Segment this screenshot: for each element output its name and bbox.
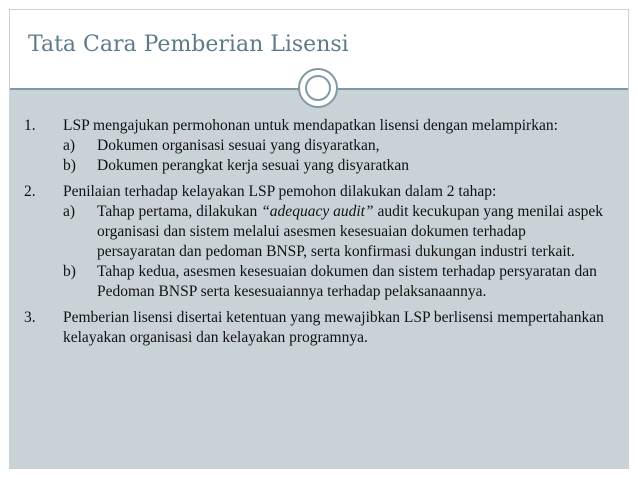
numbered-list — [24, 116, 604, 348]
sub-item-text-end: audit kecukupan yang menilai aspek organisasi dan sistem melalui asesmen kesesuaian dokumen terhadap persayaratan dan pedoman BNSP, serta konfirmasi dukungan industri terkait. — [97, 203, 603, 260]
list-item-text: LSP mengajukan permohonan untuk mendapatkan lisensi dengan melampirkan: — [63, 117, 558, 134]
sub-item-text: Dokumen perangkat kerja sesuai yang disyaratkan — [97, 157, 410, 174]
sub-item-marker: b) — [63, 157, 76, 174]
slide-title: Tata Cara Pemberian Lisensi — [28, 32, 349, 57]
list-number: 3. — [24, 309, 36, 326]
list-item — [24, 116, 604, 176]
sub-item-text — [97, 202, 604, 262]
sub-item — [63, 136, 604, 156]
list-item — [24, 308, 604, 348]
sub-item-marker: a) — [63, 137, 76, 154]
circle-ornament-icon — [298, 68, 338, 108]
list-number: 2. — [24, 183, 36, 200]
sub-item — [63, 262, 604, 302]
list-item — [24, 182, 604, 302]
sub-item-marker: a) — [63, 203, 76, 220]
list-number: 1. — [24, 117, 36, 134]
list-item-text: Penilaian terhadap kelayakan LSP pemohon dilakukan dalam 2 tahap: — [63, 183, 497, 200]
sub-item-marker: b) — [63, 263, 76, 280]
sub-item — [63, 156, 604, 176]
sub-item-text: Dokumen organisasi sesuai yang disyaratkan, — [97, 137, 380, 154]
sub-item-italic-term: “adequacy audit” — [261, 203, 374, 220]
sub-item-text: Tahap kedua, asesmen kesesuaian dokumen dan sistem terhadap persyaratan dan Pedoman BNSP serta kesesuaiannya terhadap pelaksanaannya. — [97, 263, 597, 300]
sub-item-text-start: Tahap pertama, dilakukan — [97, 203, 262, 220]
sub-item — [63, 202, 604, 262]
circle-ornament-inner — [305, 75, 331, 101]
list-item-text: Pemberian lisensi disertai ketentuan yang mewajibkan LSP berlisensi mempertahankan kelayakan organisasi dan kelayakan programnya. — [63, 309, 604, 346]
